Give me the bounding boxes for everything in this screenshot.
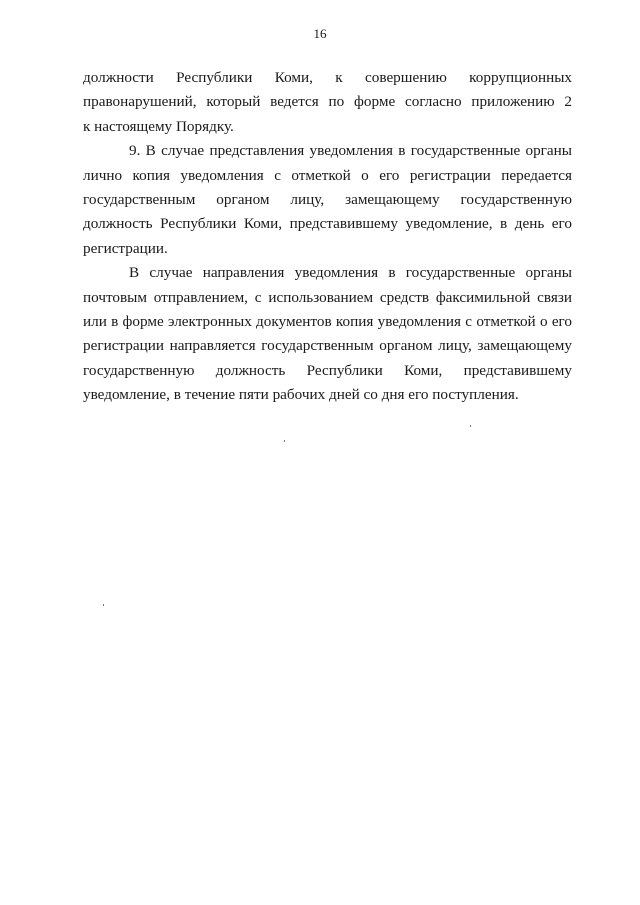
paragraph-3-line-1: В случае направления уведомления в государственные органы: [129, 264, 572, 282]
paragraph-1-line-2: правонарушений, который ведется по форме согласно приложению 2: [83, 93, 572, 111]
paragraph-2-line-3: государственным органом лицу, замещающему государственную: [83, 191, 572, 209]
paragraph-2-line-1: 9. В случае представления уведомления в государственные органы: [129, 142, 572, 160]
paragraph-2-line-2: лично копия уведомления с отметкой о его регистрации передается: [83, 166, 572, 184]
scan-speck: [103, 604, 104, 606]
paragraph-2-line-5: регистрации.: [83, 239, 168, 257]
scan-speck: [470, 425, 471, 427]
paragraph-3: [83, 261, 572, 407]
paragraph-1-line-3: к настоящему Порядку.: [83, 117, 234, 135]
paragraph-3-line-4: регистрации направляется государственным органом лицу, замещающему: [83, 337, 572, 355]
paragraph-3-line-5: государственную должность Республики Коми, представившему: [83, 361, 572, 379]
paragraph-1: [83, 66, 572, 139]
paragraph-3-line-2: почтовым отправлением, с использованием средств факсимильной связи: [83, 288, 572, 306]
paragraph-2-line-4: должность Республики Коми, представившему уведомление, в день его: [83, 215, 572, 233]
scan-speck: [284, 440, 285, 442]
paragraph-3-line-3: или в форме электронных документов копия уведомления с отметкой о его: [83, 313, 572, 331]
page-number: 16: [313, 26, 327, 41]
paragraph-3-line-6: уведомление, в течение пяти рабочих дней со дня его поступления.: [83, 386, 519, 404]
document-body: [83, 66, 572, 408]
paragraph-2: [83, 139, 572, 261]
paragraph-1-line-1: должности Республики Коми, к совершению коррупционных: [83, 69, 572, 86]
